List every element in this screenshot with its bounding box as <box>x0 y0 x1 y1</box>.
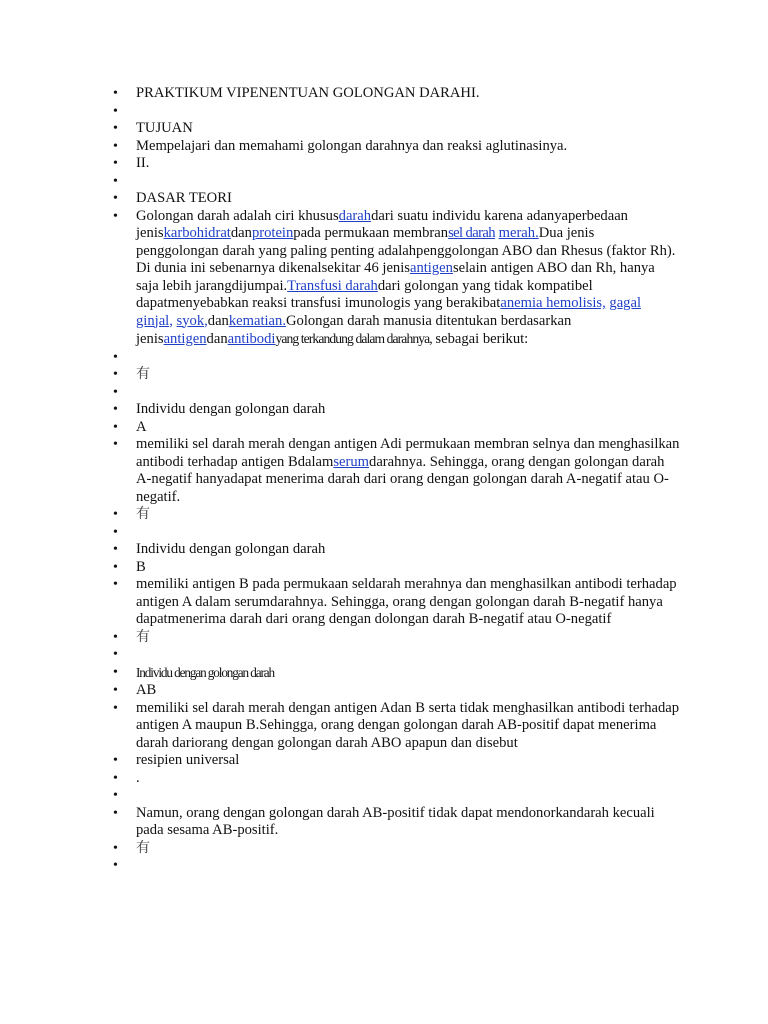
group-a-text-item <box>0 436 768 506</box>
text-run: Golongan darah adalah ciri khusus <box>136 207 339 224</box>
link-sel-darah[interactable]: sel darah <box>448 225 495 241</box>
section-number-item <box>0 155 768 173</box>
link-serum[interactable]: serum <box>333 453 370 470</box>
group-b-label-item <box>0 541 768 559</box>
link-gagal-ginjal[interactable]: gagal ginjal, <box>136 295 641 329</box>
text-run: Dua jenis penggolongan darah yang paling penting adalahpenggolongan ABO dan Rhesus (faktor Rh). Di dunia ini sebenarnya dikenalsekitar 46 jenis <box>136 225 676 276</box>
dasar-teori-heading: DASAR TEORI <box>136 190 232 206</box>
symbol-glyph: 有 <box>136 839 150 856</box>
group-b-label: Individu dengan golongan darah <box>136 541 326 557</box>
group-ab-text-item <box>0 700 768 753</box>
link-darah[interactable]: darah <box>338 207 372 224</box>
group-ab-letter: AB <box>136 682 157 698</box>
text-run-condensed: yang terkandung dalam darahnya, <box>275 331 432 346</box>
empty-item <box>0 103 768 121</box>
group-a-label-item <box>0 401 768 419</box>
link-antigen-2[interactable]: antigen <box>163 331 207 347</box>
text-run: darahnya. Sehingga, orang dengan golongan darah A-negatif hanyadapat menerima darah dari orang dengan golongan darah A-negatif atau O-negatif. <box>136 453 669 505</box>
tujuan-text: Mempelajari dan memahami golongan darahnya dan reaksi aglutinasinya. <box>136 137 568 154</box>
empty-item <box>0 646 768 664</box>
empty-item <box>0 384 768 402</box>
link-transfusi-darah[interactable]: Transfusi darah <box>287 277 378 294</box>
symbol-item <box>0 506 768 524</box>
group-ab-text: memiliki sel darah merah dengan antigen Adan B serta tidak menghasilkan antibodi terhadap antigen A maupun B.Sehingga, orang dengan golongan darah AB-positif dapat menerima darah dariorang dengan golongan darah ABO apapun dan disebut <box>136 699 680 751</box>
group-a-label: Individu dengan golongan darah <box>136 401 326 417</box>
text-run: dari golongan yang tidak kompatibel dapatmenyebabkan reaksi transfusi imunologis yang berakibat <box>136 277 593 311</box>
link-kematian[interactable]: kematian. <box>228 312 286 329</box>
link-antigen[interactable]: antigen <box>409 260 453 276</box>
text-run: Golongan darah manusia ditentukan berdasarkan jenis <box>136 312 572 347</box>
link-protein[interactable]: protein <box>251 225 294 241</box>
symbol-glyph: 有 <box>136 506 150 522</box>
tujuan-heading: TUJUAN <box>136 120 193 136</box>
text-run: memiliki sel darah merah dengan antigen Adi permukaan membran selnya dan menghasilkan antibodi terhadap antigen Bdalam <box>136 436 680 470</box>
symbol-item <box>0 840 768 858</box>
document-list <box>0 85 768 875</box>
text-run: sebagai berikut: <box>431 331 529 347</box>
closing-item <box>0 805 768 840</box>
dot-text: . <box>136 769 140 786</box>
link-antibodi[interactable]: antibodi <box>227 331 276 347</box>
empty-item <box>0 349 768 367</box>
link-syok[interactable]: syok, <box>176 312 208 329</box>
document-title: PRAKTIKUM VIPENENTUAN GOLONGAN DARAHI. <box>136 85 480 101</box>
text-run: pada permukaan membran <box>293 225 449 241</box>
symbol-item <box>0 629 768 647</box>
group-b-text-item <box>0 576 768 629</box>
group-b-text: memiliki antigen B pada permukaan seldarah merahnya dan menghasilkan antibodi terhadap antigen A dalam serumdarahnya. Sehingga, orang dengan golongan darah B-negatif hanya dapatmenerima darah dari orang dengan dolongan darah B-negatif atau O-negatif <box>136 576 677 627</box>
text-run: dan <box>206 331 228 347</box>
group-a-letter: A <box>136 418 147 435</box>
symbol-glyph: 有 <box>136 628 150 645</box>
group-ab-letter-item <box>0 682 768 700</box>
group-ab-universal-item <box>0 752 768 770</box>
text-run: dan <box>207 312 229 329</box>
group-ab-label-item <box>0 664 768 683</box>
tujuan-text-item <box>0 138 768 156</box>
group-b-letter: B <box>136 558 146 575</box>
text-run: selain antigen ABO dan Rh, hanya saja lebih jarangdijumpai. <box>136 260 655 294</box>
dot-item <box>0 770 768 788</box>
link-merah[interactable]: merah. <box>498 225 539 241</box>
text-run: dan <box>230 225 252 241</box>
link-karbohidrat[interactable]: karbohidrat <box>163 225 231 241</box>
group-ab-label: Individu dengan golongan darah <box>136 664 275 680</box>
symbol-glyph: 有 <box>136 366 150 382</box>
text-run: dari suatu individu karena adanyaperbedaan jenis <box>136 207 628 241</box>
empty-item <box>0 173 768 191</box>
dasar-heading-item <box>0 190 768 208</box>
tujuan-heading-item <box>0 120 768 138</box>
empty-item <box>0 857 768 875</box>
document-body <box>0 85 768 875</box>
group-a-letter-item <box>0 419 768 437</box>
symbol-item <box>0 366 768 384</box>
empty-item <box>0 787 768 805</box>
link-anemia-hemolisis[interactable]: anemia hemolisis, <box>500 295 606 311</box>
empty-item <box>0 524 768 542</box>
resipien-universal: resipien universal <box>136 752 240 768</box>
closing-text: Namun, orang dengan golongan darah AB-positif tidak dapat mendonorkandarah kecuali pada sesama AB-positif. <box>136 804 655 838</box>
section-number: II. <box>136 155 150 171</box>
title-item <box>0 85 768 103</box>
group-b-letter-item <box>0 559 768 577</box>
paragraph-intro-item <box>0 208 768 349</box>
